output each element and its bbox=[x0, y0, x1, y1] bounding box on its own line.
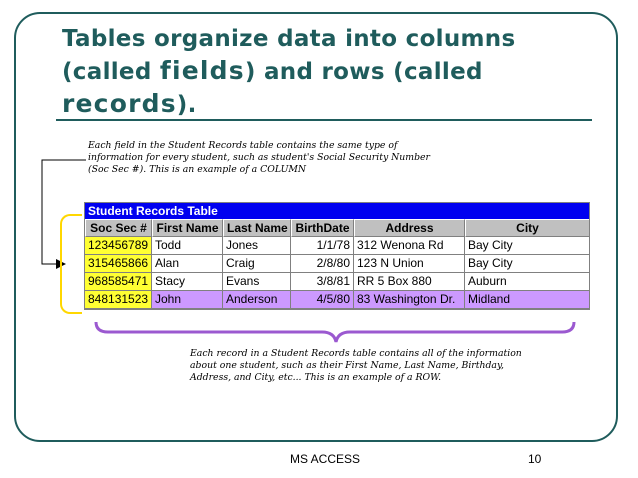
table-row bbox=[85, 255, 589, 273]
cell-soc-sec: 123456789 bbox=[85, 237, 152, 255]
cell-soc-sec: 848131523 bbox=[85, 291, 152, 309]
cell-address: RR 5 Box 880 bbox=[354, 273, 465, 291]
column-bracket bbox=[60, 214, 82, 314]
cell-last-name: Evans bbox=[223, 273, 291, 291]
cell-first-name: Alan bbox=[152, 255, 223, 273]
cell-last-name: Craig bbox=[223, 255, 291, 273]
header-birthdate: BirthDate bbox=[291, 219, 354, 237]
row-brace bbox=[96, 322, 574, 342]
cell-city: Auburn bbox=[465, 273, 589, 291]
cell-last-name: Jones bbox=[223, 237, 291, 255]
cell-last-name: Anderson bbox=[223, 291, 291, 309]
cell-address: 83 Washington Dr. bbox=[354, 291, 465, 309]
table-caption: Student Records Table bbox=[85, 203, 589, 219]
footer-label: MS ACCESS bbox=[290, 452, 361, 466]
cell-birthdate: 4/5/80 bbox=[291, 291, 354, 309]
table-row bbox=[85, 237, 589, 255]
title-line-2a: (called bbox=[62, 59, 160, 85]
cell-soc-sec: 315465866 bbox=[85, 255, 152, 273]
cell-city: Bay City bbox=[465, 255, 589, 273]
cell-address: 312 Wenona Rd bbox=[354, 237, 465, 255]
row-note: Each record in a Student Records table contains all of the information about one student, such as their First Name, Last Name, Birthday, Address, and City, etc... This is an example of a ROW. bbox=[190, 348, 522, 383]
column-note: Each field in the Student Records table contains the same type of information for every student, such as student's Social Security Number (Soc Sec #). This is an example of a COLUMN bbox=[88, 140, 430, 175]
cell-birthdate: 1/1/78 bbox=[291, 237, 354, 255]
cell-city: Bay City bbox=[465, 237, 589, 255]
title-keyword-records: records bbox=[62, 89, 177, 118]
cell-birthdate: 2/8/80 bbox=[291, 255, 354, 273]
title-line-3b: ). bbox=[176, 92, 197, 118]
header-soc-sec: Soc Sec # bbox=[85, 219, 152, 237]
cell-first-name: Todd bbox=[152, 237, 223, 255]
cell-address: 123 N Union bbox=[354, 255, 465, 273]
title-line-1: Tables organize data into columns bbox=[62, 26, 516, 52]
cell-city: Midland bbox=[465, 291, 589, 309]
header-city: City bbox=[465, 219, 589, 237]
cell-first-name: John bbox=[152, 291, 223, 309]
table-row bbox=[85, 273, 589, 291]
cell-birthdate: 3/8/81 bbox=[291, 273, 354, 291]
title-line-2c: ) and rows (called bbox=[244, 59, 483, 85]
table-header-row bbox=[85, 219, 589, 237]
header-address: Address bbox=[354, 219, 465, 237]
header-last-name: Last Name bbox=[223, 219, 291, 237]
header-first-name: First Name bbox=[152, 219, 223, 237]
cell-first-name: Stacy bbox=[152, 273, 223, 291]
cell-soc-sec: 968585471 bbox=[85, 273, 152, 291]
table-row-highlighted bbox=[85, 291, 589, 309]
student-records-table bbox=[84, 202, 590, 310]
page-number: 10 bbox=[528, 452, 542, 466]
title-keyword-fields: fields bbox=[159, 56, 245, 85]
